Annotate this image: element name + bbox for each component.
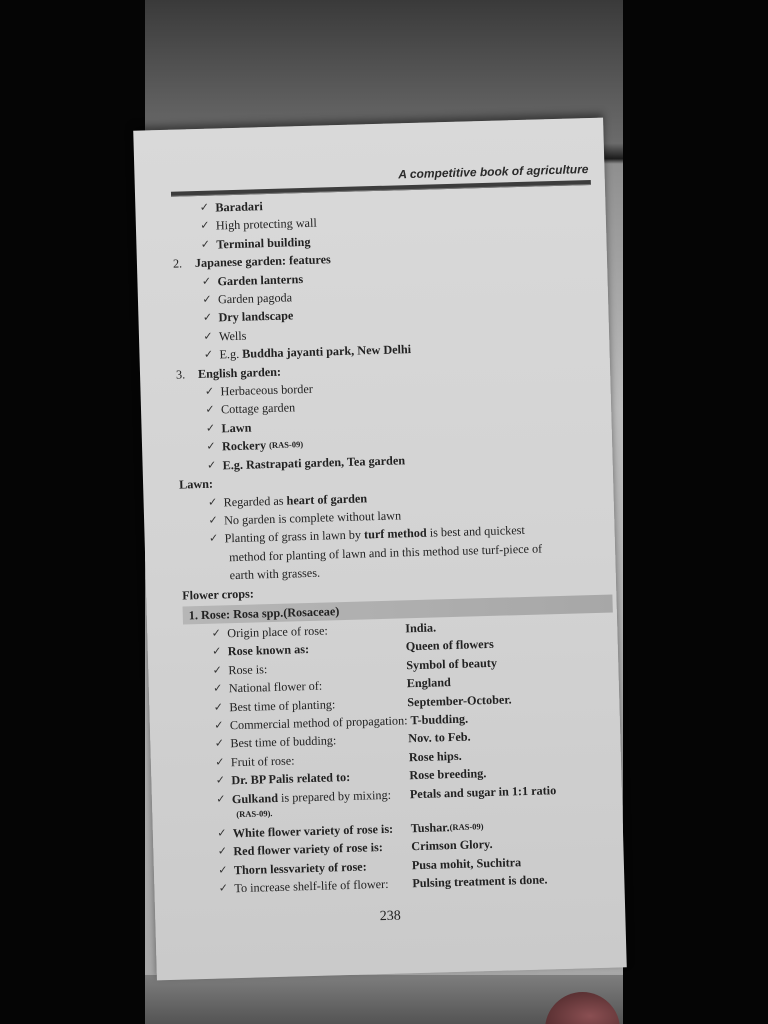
list-item: ✓ Wells	[175, 316, 605, 346]
list-item: ✓ Baradari	[171, 188, 601, 218]
check-icon: ✓	[201, 274, 212, 288]
list-item: ✓ E.g. Buddha jayanti park, New Delhi	[175, 335, 605, 365]
check-icon: ✓	[208, 513, 218, 527]
fact-row: ✓ Best time of planting: September-October.	[185, 687, 615, 717]
list-item: ✓ E.g. Rastrapati garden, Tea garden	[178, 445, 608, 475]
section-heading: 2. Japanese garden: features	[172, 252, 331, 271]
check-icon: ✓	[214, 736, 225, 751]
running-header: A competitive book of agriculture	[398, 162, 589, 182]
fact-row: ✓ Commercial method of propagation: T-budding.	[186, 705, 616, 735]
check-icon: ✓	[215, 755, 225, 769]
photo-background-right	[623, 0, 768, 1024]
fact-row: ✓ Red flower variety of rose is: Crimson Glory.	[189, 832, 619, 862]
fact-row: ✓ National flower of: England	[185, 669, 615, 699]
list-item: ✓ Regarded as heart of garden	[179, 482, 609, 512]
check-icon: ✓	[203, 329, 213, 343]
check-icon: ✓	[213, 700, 224, 714]
list-item: ✓ Garden pagoda	[174, 280, 604, 310]
list-item: ✓ Garden lanterns	[173, 261, 603, 291]
fact-row: ✓ Origin place of rose: India.	[183, 613, 613, 643]
check-icon: ✓	[212, 663, 223, 677]
check-icon: ✓	[214, 718, 224, 732]
fact-row: ✓ Dr. BP Palis related to: Rose breeding.	[187, 761, 617, 791]
list-item: ✓ Planting of grass in lawn by turf method is best and quickest	[180, 519, 610, 549]
section-heading: 3. English garden:	[175, 364, 282, 382]
check-icon: ✓	[200, 237, 211, 251]
list-item-continuation: method for planting of lawn and in this method use turf-piece of	[228, 541, 543, 564]
check-icon: ✓	[206, 439, 216, 454]
check-icon: ✓	[218, 863, 228, 877]
list-item-continuation: earth with grasses.	[229, 565, 321, 583]
check-icon: ✓	[211, 626, 222, 640]
check-icon: ✓	[204, 384, 215, 398]
book-page	[133, 118, 627, 981]
check-icon: ✓	[205, 403, 215, 417]
check-icon: ✓	[208, 531, 219, 546]
exam-tag: (RAS-09)	[268, 439, 304, 451]
check-icon: ✓	[218, 881, 229, 895]
fact-row: ✓ Rose is: Symbol of beauty	[184, 650, 614, 680]
list-item: ✓ Dry landscape	[174, 298, 604, 328]
list-item: ✓ Herbaceous border	[176, 372, 606, 402]
list-item: ✓ Lawn	[177, 408, 607, 438]
check-icon: ✓	[213, 681, 223, 695]
section-heading: Lawn:	[178, 476, 214, 492]
check-icon: ✓	[206, 458, 217, 472]
check-icon: ✓	[200, 219, 210, 233]
check-icon: ✓	[215, 773, 226, 787]
list-item: ✓ High protecting wall	[172, 206, 602, 236]
photo-background-left	[0, 0, 145, 1024]
exam-tag: (RAS-09).	[236, 808, 273, 820]
check-icon: ✓	[216, 792, 226, 806]
fact-row: ✓ White flower variety of rose is: Tushar. (RAS-09)	[189, 813, 619, 843]
check-icon: ✓	[203, 347, 214, 362]
fact-row: ✓ Best time of budding: Nov. to Feb.	[186, 724, 616, 754]
fact-row: ✓ Fruit of rose: Rose hips.	[187, 742, 617, 772]
check-icon: ✓	[205, 421, 216, 435]
page-number: 238	[379, 908, 401, 925]
list-item: ✓ Rockery (RAS-09)	[178, 427, 608, 457]
fact-row: ✓ To increase shelf-life of flower: Pulsing treatment is done.	[190, 869, 620, 899]
list-item: ✓ Cottage garden	[177, 390, 607, 420]
check-icon: ✓	[217, 826, 227, 840]
exam-tag: (RAS-09)	[449, 821, 484, 833]
fact-row: ✓ Gulkand is prepared by mixing: Petals and sugar in 1:1 ratio	[188, 779, 618, 809]
list-item: ✓ Terminal building	[172, 224, 602, 254]
check-icon: ✓	[217, 844, 228, 859]
check-icon: ✓	[202, 292, 212, 306]
rose-section-bar: 1. Rose: Rosa spp.(Rosaceae)	[183, 594, 613, 624]
check-icon: ✓	[212, 644, 222, 659]
section-heading: Flower crops:	[182, 586, 255, 603]
fact-row: ✓ Rose known as: Queen of flowers	[184, 632, 614, 662]
check-icon: ✓	[199, 200, 210, 214]
check-icon: ✓	[207, 495, 218, 509]
fact-row: ✓ Thorn lessvariety of rose: Pusa mohit, Suchitra	[190, 850, 620, 880]
list-item: ✓ No garden is complete without lawn	[180, 500, 610, 530]
check-icon: ✓	[202, 311, 213, 325]
page-content	[171, 188, 620, 899]
